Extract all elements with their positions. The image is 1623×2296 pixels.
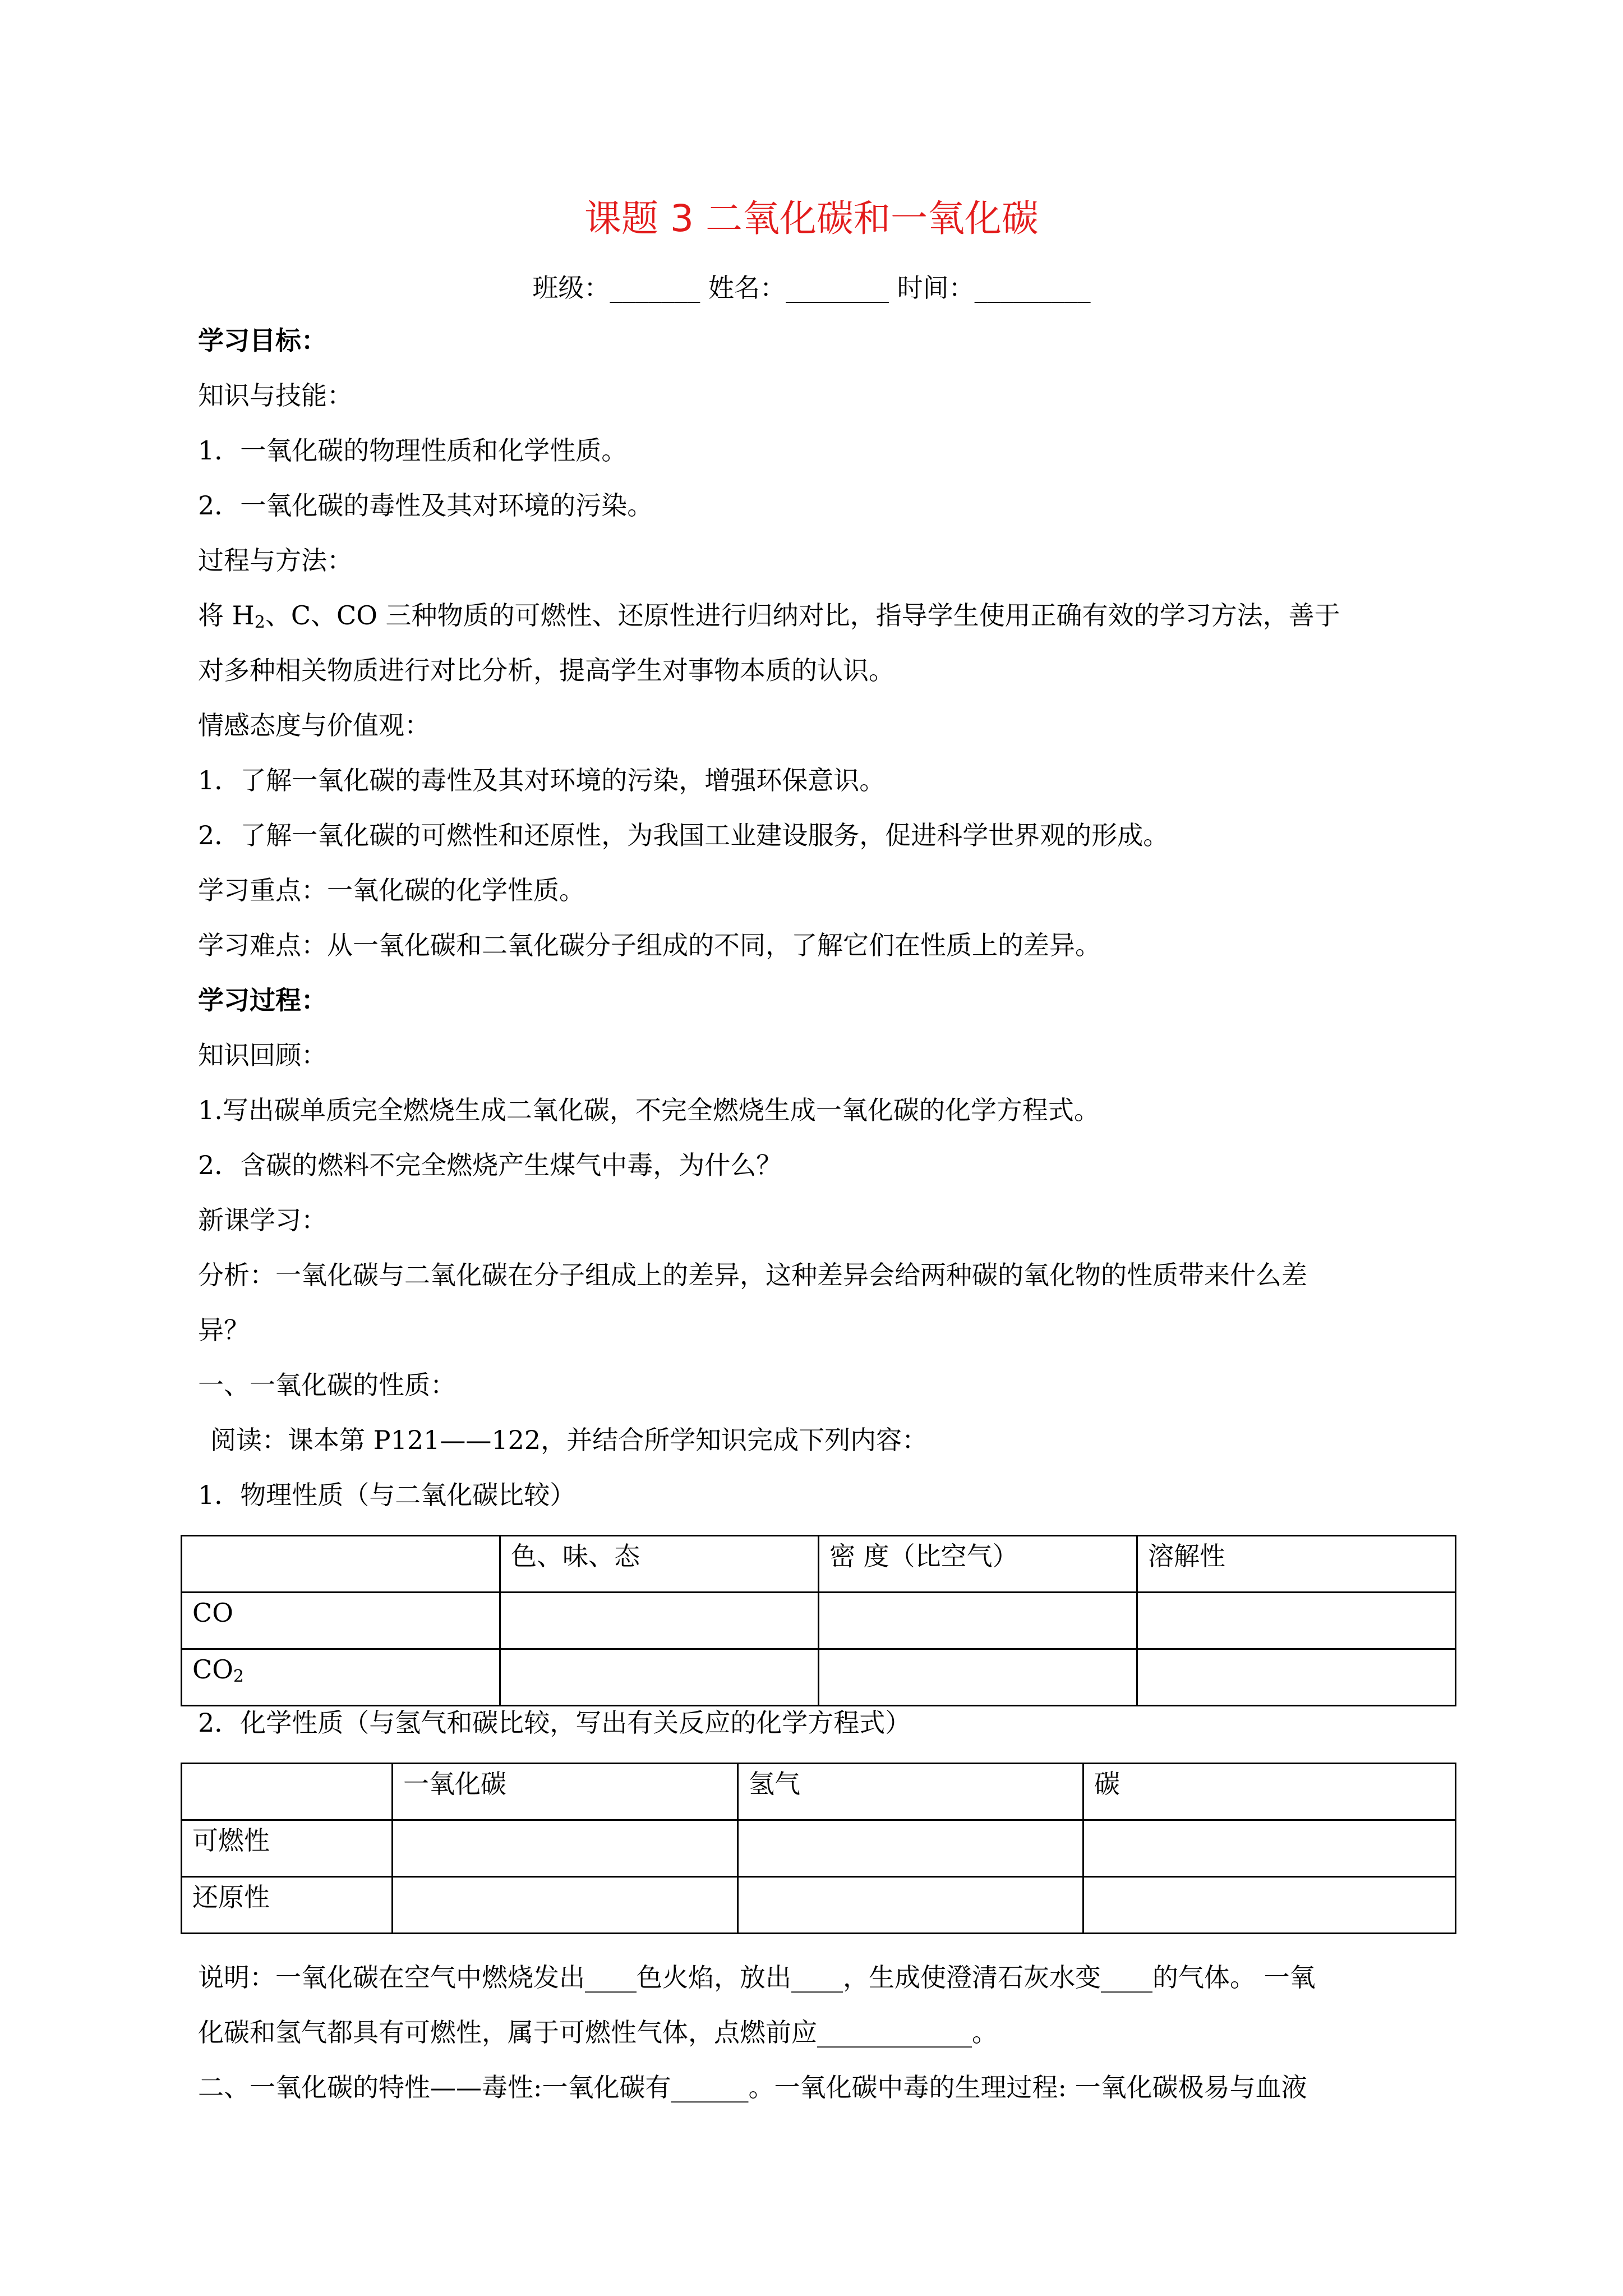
section-heading-process: 学习过程：: [198, 985, 327, 1015]
answer-cell[interactable]: [1137, 1593, 1456, 1649]
analysis-line: 分析：一氧化碳与二氧化碳在分子组成上的差异，这种差异会给两种碳的氧化物的性质带来什么差: [198, 1260, 1307, 1290]
reading-instruction: 阅读：课本第 P121——122，并结合所学知识完成下列内容：: [210, 1425, 928, 1455]
table-cell: 氢气: [738, 1764, 1083, 1820]
answer-cell[interactable]: [393, 1820, 738, 1877]
table-cell: 溶解性: [1137, 1536, 1456, 1593]
review-question: 2．含碳的燃料不完全燃烧产生煤气中毒，为什么？: [198, 1150, 782, 1180]
process-paragraph-line: 将 $H_2$、C、CO 三种物质的可燃性、还原性进行归纳对比，指导学生使用正确有效的学习方法，善于: [198, 600, 1340, 632]
table-header-row: [182, 1536, 1456, 1593]
subheading-knowledge: 知识与技能：: [198, 380, 353, 411]
subheading-attitude: 情感态度与价值观：: [198, 710, 430, 740]
table-cell: [182, 1764, 393, 1820]
row-label: CO: [182, 1593, 500, 1649]
student-info-line: 班级：_______ 姓名：________ 时间：_________: [532, 273, 1091, 303]
answer-cell[interactable]: [500, 1593, 819, 1649]
answer-cell[interactable]: [819, 1593, 1137, 1649]
table-cell: 色、味、态: [500, 1536, 819, 1593]
explanation-line: 说明：一氧化碳在空气中燃烧发出____色火焰，放出____，生成使澄清石灰水变____的气体。 一氧: [198, 1962, 1316, 1993]
table-header-row: [182, 1764, 1456, 1820]
answer-cell[interactable]: [1083, 1877, 1456, 1934]
objective-item: 1．一氧化碳的物理性质和化学性质。: [198, 435, 628, 466]
attitude-item: 1．了解一氧化碳的毒性及其对环境的污染，增强环保意识。: [198, 765, 886, 795]
chemical-properties-table: [181, 1763, 1456, 1934]
table-cell: [182, 1536, 500, 1593]
table-cell: 密 度（比空气）: [819, 1536, 1137, 1593]
answer-cell[interactable]: [1137, 1649, 1456, 1706]
subheading-process: 过程与方法：: [198, 545, 353, 576]
explanation-line: 化碳和氢气都具有可燃性，属于可燃性气体，点燃前应____________。: [198, 2017, 998, 2047]
row-label: $CO_2$: [182, 1649, 500, 1706]
difficult-point: 学习难点：从一氧化碳和二氧化碳分子组成的不同，了解它们在性质上的差异。: [198, 930, 1101, 960]
table-row: [182, 1820, 1456, 1877]
attitude-item: 2．了解一氧化碳的可燃性和还原性，为我国工业建设服务，促进科学世界观的形成。: [198, 820, 1169, 850]
table-row: [182, 1649, 1456, 1706]
subheading-new-lesson: 新课学习：: [198, 1205, 327, 1235]
chemical-properties-heading: 2．化学性质（与氢气和碳比较，写出有关反应的化学方程式）: [198, 1708, 911, 1738]
table-row: [182, 1593, 1456, 1649]
table-cell: 一氧化碳: [393, 1764, 738, 1820]
page-title: 课题 3 二氧化碳和一氧化碳: [584, 197, 1039, 240]
answer-cell[interactable]: [1083, 1820, 1456, 1877]
process-paragraph-line: 对多种相关物质进行对比分析，提高学生对事物本质的认识。: [198, 655, 895, 685]
table-cell: 碳: [1083, 1764, 1456, 1820]
row-label: 还原性: [182, 1877, 393, 1934]
answer-cell[interactable]: [500, 1649, 819, 1706]
key-point: 学习重点：一氧化碳的化学性质。: [198, 875, 585, 905]
objective-item: 2．一氧化碳的毒性及其对环境的污染。: [198, 490, 653, 521]
table-row: [182, 1877, 1456, 1934]
answer-cell[interactable]: [738, 1820, 1083, 1877]
section-co-properties: 一、一氧化碳的性质：: [198, 1370, 456, 1400]
toxicity-line: 二、一氧化碳的特性——毒性:一氧化碳有______。一氧化碳中毒的生理过程: 一氧化碳极易与血液: [198, 2072, 1307, 2102]
review-question: 1.写出碳单质完全燃烧生成二氧化碳，不完全燃烧生成一氧化碳的化学方程式。: [198, 1095, 1100, 1125]
section-heading-objectives: 学习目标：: [198, 325, 327, 356]
analysis-line: 异？: [198, 1315, 250, 1345]
subheading-review: 知识回顾：: [198, 1040, 327, 1070]
answer-cell[interactable]: [738, 1877, 1083, 1934]
physical-properties-table: [181, 1535, 1456, 1706]
answer-cell[interactable]: [819, 1649, 1137, 1706]
answer-cell[interactable]: [393, 1877, 738, 1934]
physical-properties-heading: 1．物理性质（与二氧化碳比较）: [198, 1480, 576, 1510]
row-label: 可燃性: [182, 1820, 393, 1877]
